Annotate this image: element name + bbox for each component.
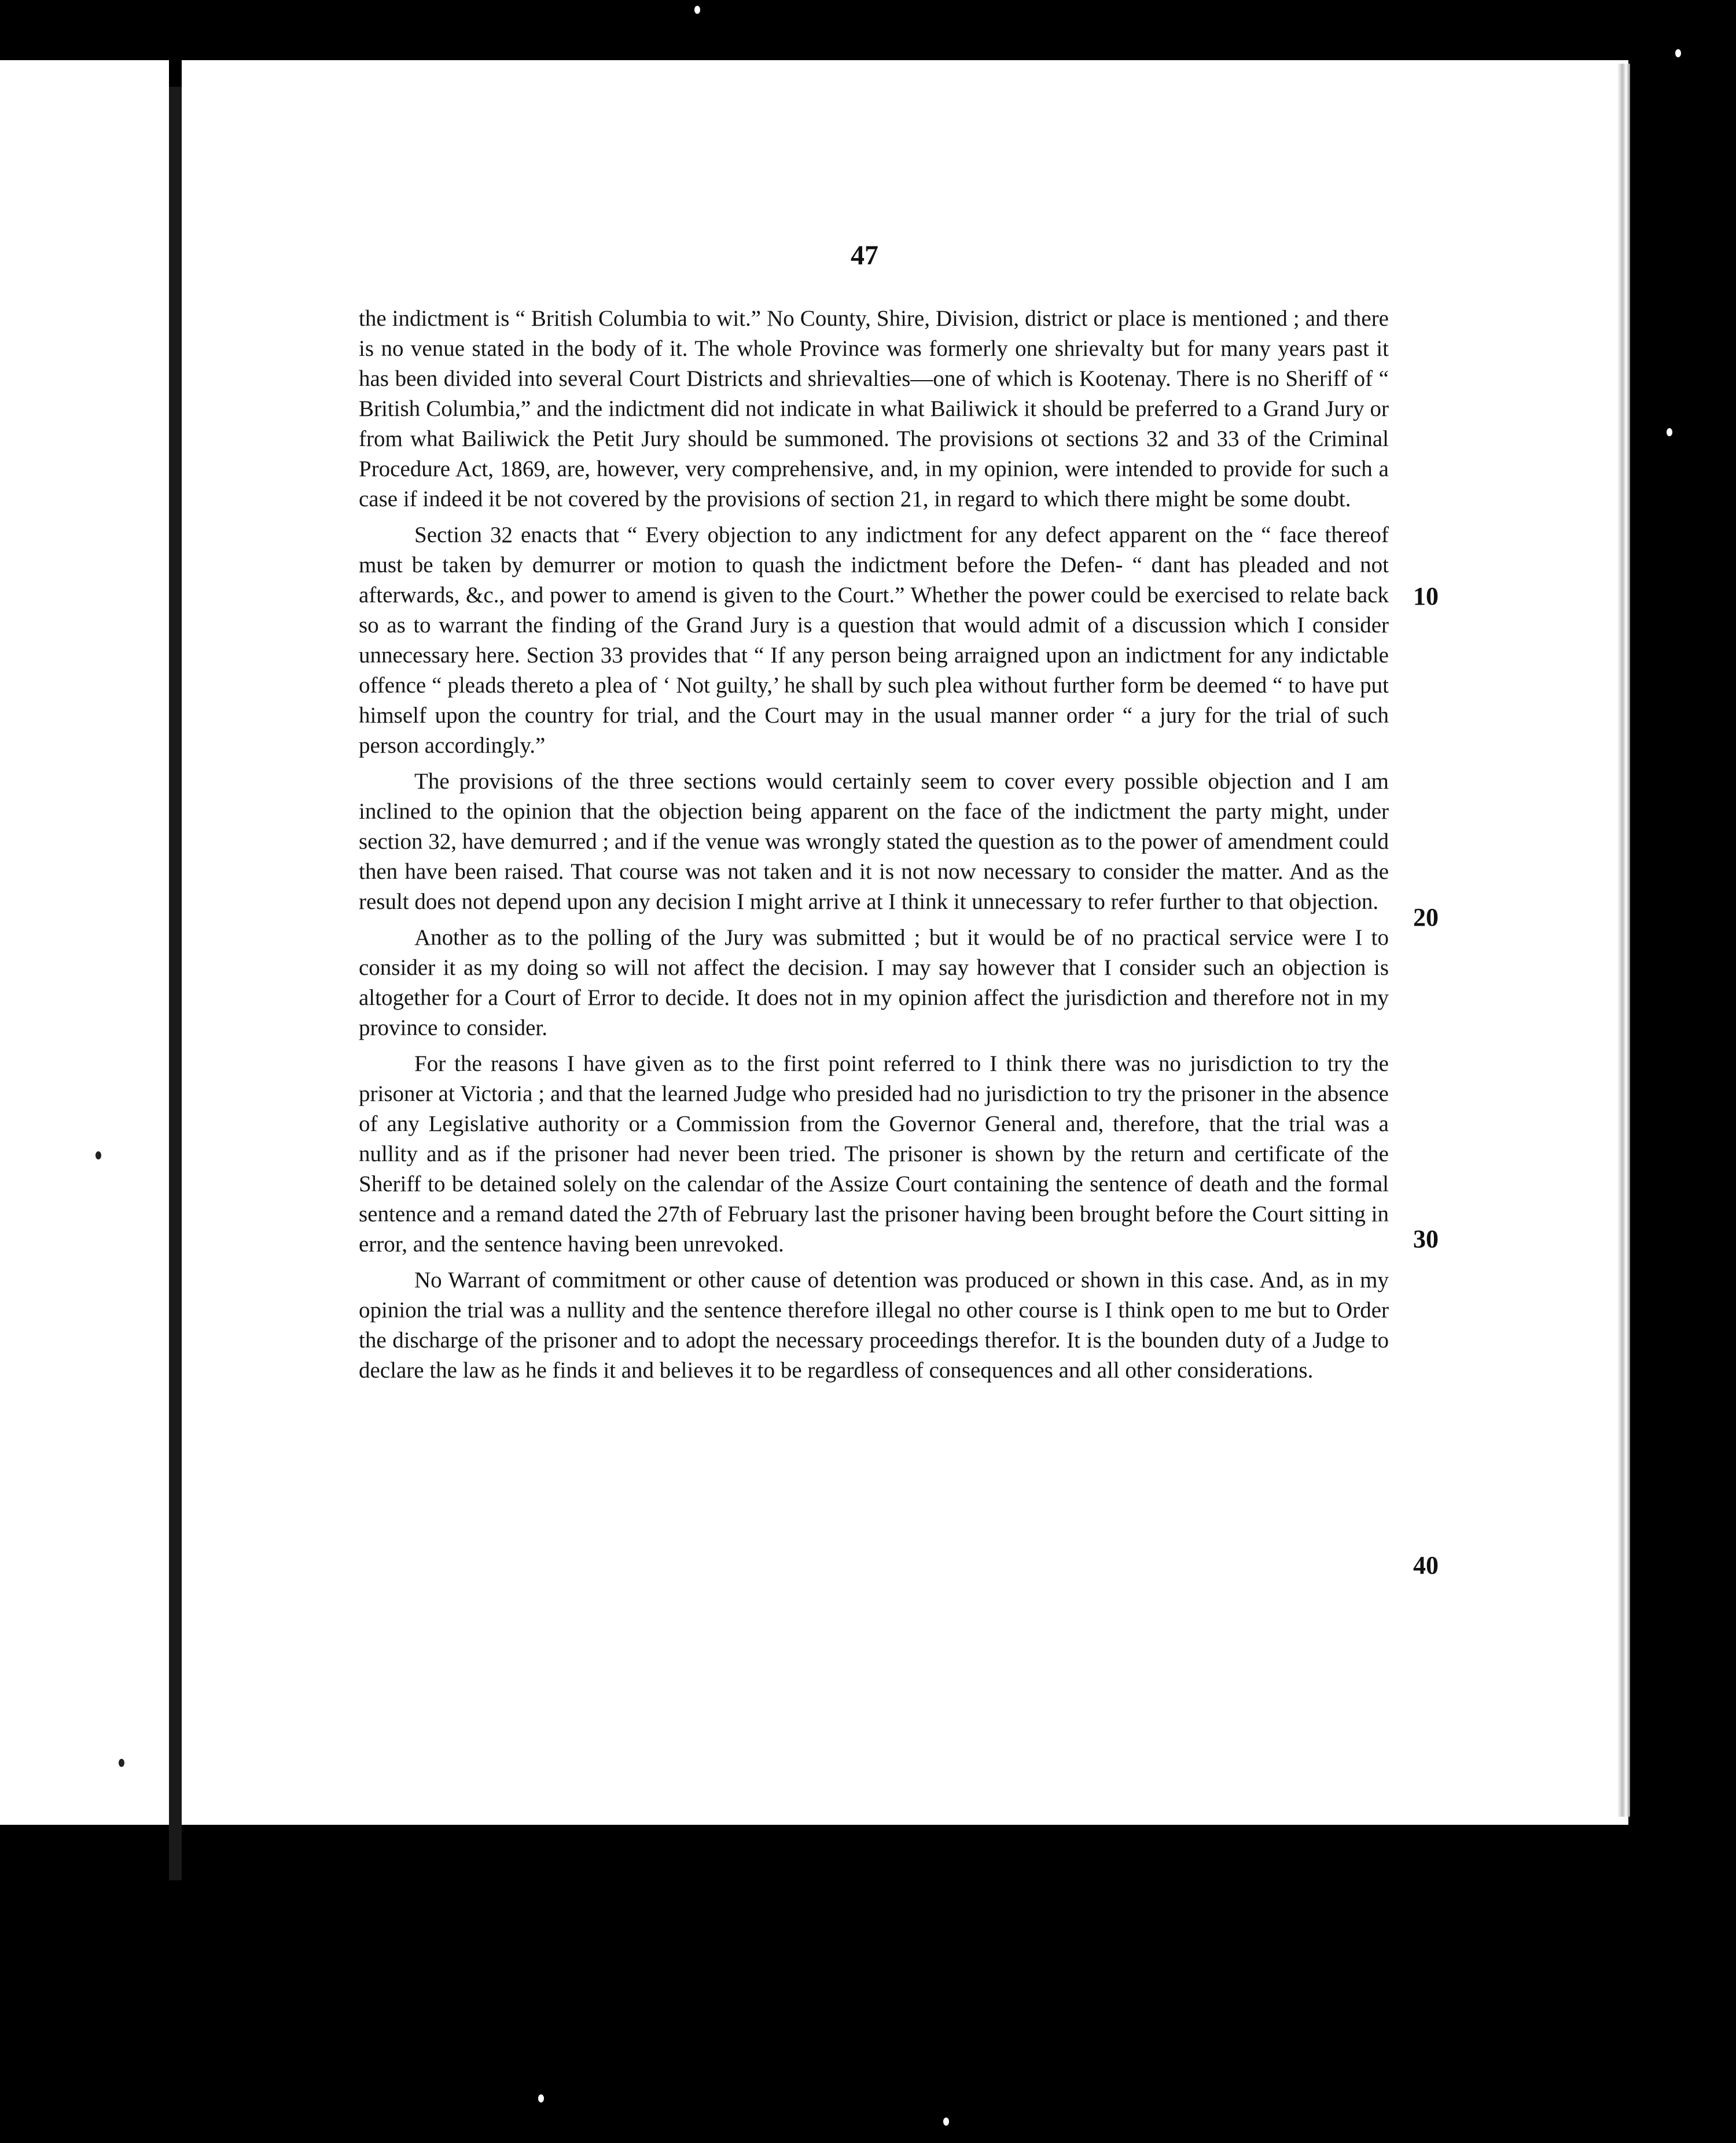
line-number: 30	[1413, 1225, 1439, 1253]
scan-speck	[95, 1151, 101, 1159]
scan-speck	[943, 2118, 949, 2126]
scan-speck	[1675, 49, 1681, 57]
paragraph: For the reasons I have given as to the first point referred to I think there was no jurisdiction to try the prisoner at Victoria ; and that the learned Judge who presided had no jurisdiction to try the prisoner in the absence of any Legislative authority or a Commission from the Governor General and, therefore, that the trial was a nullity and as if the prisoner had never been tried. The prisoner is shown by the return and certificate of the Sheriff to be detained solely on the calendar of the Assize Court containing the sentence of death and the formal sentence and a remand dated the 27th of February last the prisoner having been brought before the Court sitting in error, and the sentence having been unrevoked.	[359, 1051, 1389, 1257]
paragraph: Another as to the polling of the Jury was submitted ; but it would be of no practical service were I to consider it as my doing so will not affect the decision. I may say however that I consider such an objection is altogether for a Court of Error to decide. It does not in my opinion affect the jurisdiction and therefore not in my province to consider.	[359, 925, 1389, 1040]
left-page-edge	[0, 60, 169, 1825]
scan-speck	[694, 6, 700, 14]
paragraph: The provisions of the three sections would certainly seem to cover every possible objection and I am inclined to the opinion that the objection being apparent on the face of the indictment the party might, under section 32, have demurred ; and if the venue was wrongly stated the question as to the power of amendment could then have been raised. That course was not taken and it is not now necessary to consider the matter. And as the result does not depend upon any decision I might arrive at I think it unnecessary to refer further to that objection.	[359, 769, 1389, 914]
paragraph: Section 32 enacts that “ Every objection to any indictment for any defect apparent on the “ face thereof must be taken by demurrer or motion to quash the indictment before the Defen- “ dant has pleaded and not afterwards, &c., and power to amend is given to the Court.” Whether the power could be exercised to relate back so as to warrant the finding of the Grand Jury is a question that would admit of a discussion which I consider unnecessary here. Section 33 provides that “ If any person being arraigned upon an indictment for any indictable offence “ pleads thereto a plea of ‘ Not guilty,’ he shall by such plea without further form be deemed “ to have put himself upon the country for trial, and the Court may in the usual manner order “ a jury for the trial of such person accordingly.”	[359, 522, 1389, 758]
paragraph: the indictment is “ British Columbia to wit.” No County, Shire, Division, district or place is mentioned ; and there is no venue stated in the body of it. The whole Province was formerly one shrievalty but for many years past it has been divided into several Court Districts and shrievalties—one of which is Kootenay. There is no Sheriff of “ British Columbia,” and the indictment did not indicate in what Bailiwick it should be preferred to a Grand Jury or from what Bailiwick the Petit Jury should be summoned. The provisions ot sections 32 and 33 of the Criminal Procedure Act, 1869, are, however, very comprehensive, and, in my opinion, were intended to provide for such a case if indeed it be not covered by the provisions of section 21, in regard to which there might be some doubt.	[359, 306, 1389, 511]
scan-speck	[119, 1759, 124, 1767]
line-number: 10	[1413, 582, 1439, 610]
scan-speck	[538, 2094, 544, 2103]
scan-speck	[1667, 428, 1672, 436]
line-number: 20	[1413, 903, 1439, 931]
line-number: 40	[1413, 1551, 1439, 1579]
body-text	[359, 304, 1389, 1391]
page-edge-shadow	[1617, 64, 1630, 1817]
book-gutter	[169, 87, 182, 1880]
page-number: 47	[851, 240, 878, 271]
paragraph: No Warrant of commitment or other cause of detention was produced or shown in this case. And, as in my opinion the trial was a nullity and the sentence therefore illegal no other course is I think open to me but to Order the discharge of the prisoner and to adopt the necessary proceedings therefor. It is the bounden duty of a Judge to declare the law as he finds it and believes it to be regardless of consequences and all other considerations.	[359, 1268, 1389, 1383]
